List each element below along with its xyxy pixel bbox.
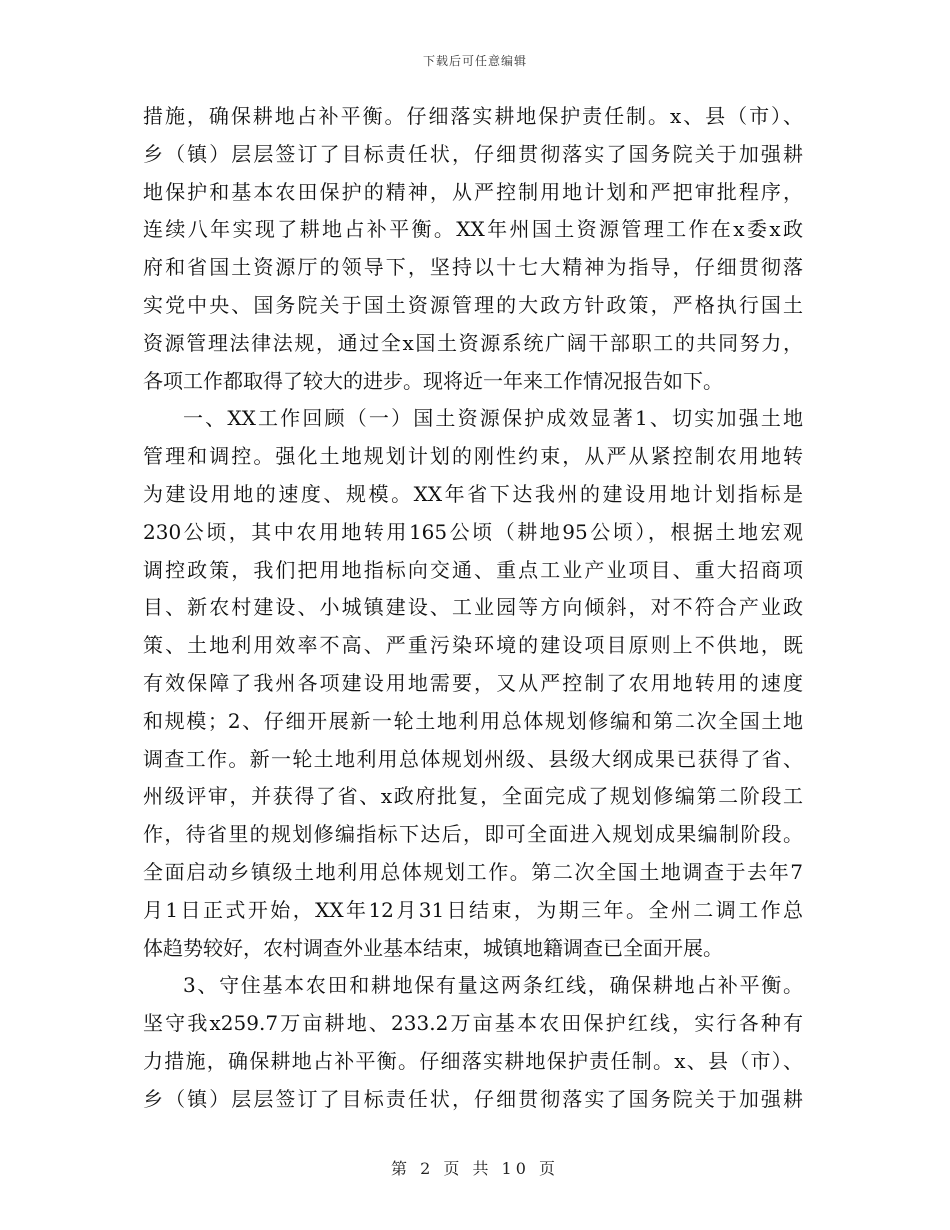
text-line: 体趋势较好，农村调查外业基本结束，城镇地籍调查已全面开展。 <box>143 935 723 960</box>
text-line: 府和省国土资源厅的领导下，坚持以十七大精神为指导，仔细贯彻落 <box>143 255 803 280</box>
text-line: 各项工作都取得了较大的进步。现将近一年来工作情况报告如下。 <box>143 368 723 393</box>
text-line: 有效保障了我州各项建设用地需要，又从严控制了农用地转用的速度 <box>143 670 803 695</box>
text-line: 调控政策，我们把用地指标向交通、重点工业产业项目、重大招商项 <box>143 557 803 582</box>
text-line: 目、新农村建设、小城镇建设、工业园等方向倾斜，对不符合产业政 <box>143 595 803 620</box>
text-line: 管理和调控。强化土地规划计划的刚性约束，从严从紧控制农用地转 <box>143 444 803 469</box>
page-number: 第 2 页 共 10 页 <box>391 1159 559 1178</box>
text-line: 地保护和基本农田保护的精神，从严控制用地计划和严把审批程序， <box>143 179 803 204</box>
text-line: 230公顷，其中农用地转用165公顷（耕地95公顷），根据土地宏观 <box>143 519 803 544</box>
text-line: 策、土地利用效率不高、严重污染环境的建设项目原则上不供地，既 <box>143 633 803 658</box>
text-line: 作，待省里的规划修编指标下达后，即可全面进入规划成果编制阶段。 <box>143 822 803 847</box>
text-line: 全面启动乡镇级土地利用总体规划工作。第二次全国土地调查于去年7 <box>143 859 803 884</box>
text-line: 为建设用地的速度、规模。XX年省下达我州的建设用地计划指标是 <box>143 481 803 506</box>
text-line: 和规模；2、仔细开展新一轮土地利用总体规划修编和第二次全国土地 <box>143 708 803 733</box>
page-header: 下载后可任意编辑 <box>422 54 527 68</box>
text-line: 调查工作。新一轮土地利用总体规划州级、县级大纲成果已获得了省、 <box>143 746 803 771</box>
text-line: 3、守住基本农田和耕地保有量这两条红线，确保耕地占补平衡。 <box>183 973 803 998</box>
text-line: 州级评审，并获得了省、x政府批复，全面完成了规划修编第二阶段工 <box>143 784 803 809</box>
text-line: 月1日正式开始，XX年12月31日结束，为期三年。全州二调工作总 <box>143 897 803 922</box>
text-line: 乡（镇）层层签订了目标责任状，仔细贯彻落实了国务院关于加强耕 <box>143 1086 803 1111</box>
body-text <box>143 98 803 1119</box>
text-line: 实党中央、国务院关于国土资源管理的大政方针政策，严格执行国土 <box>143 292 803 317</box>
text-line: 坚守我x259.7万亩耕地、233.2万亩基本农田保护红线，实行各种有 <box>143 1011 803 1036</box>
text-line: 资源管理法律法规，通过全x国土资源系统广阔干部职工的共同努力， <box>143 330 803 355</box>
text-line: 措施，确保耕地占补平衡。仔细落实耕地保护责任制。x、县（市）、 <box>143 104 803 128</box>
text-line: 力措施，确保耕地占补平衡。仔细落实耕地保护责任制。x、县（市）、 <box>143 1048 803 1073</box>
text-line: 连续八年实现了耕地占补平衡。XX年州国土资源管理工作在x委x政 <box>143 217 803 242</box>
text-line: 一、XX工作回顾（一）国土资源保护成效显著1、切实加强土地 <box>183 406 803 431</box>
text-line: 乡（镇）层层签订了目标责任状，仔细贯彻落实了国务院关于加强耕 <box>143 141 803 166</box>
